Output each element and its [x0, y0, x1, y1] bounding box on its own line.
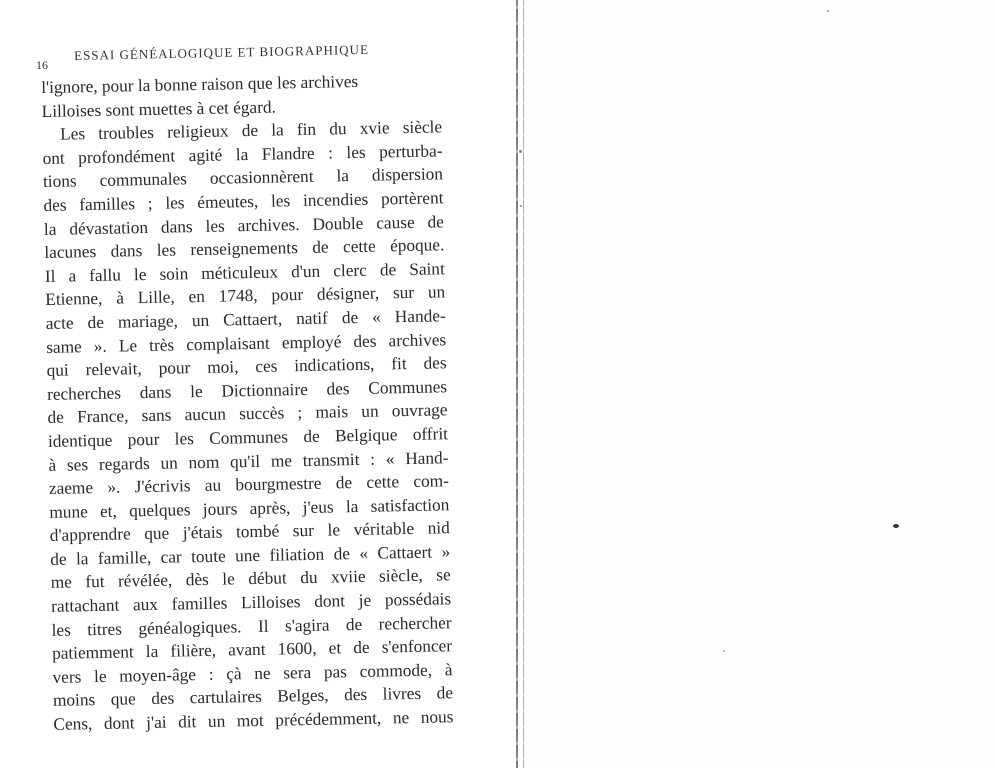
text-line: rattachant aux familles Lilloises dont je possédais	[51, 589, 452, 616]
text-line: lacunes dans les renseignements de cette époque.	[44, 235, 445, 263]
text-line: acte de mariage, un Cattaert, natif de « Hande-	[45, 306, 446, 333]
page-number: 16	[36, 58, 48, 72]
text-line: l'ignore, pour la bonne raison que les archives	[41, 71, 359, 97]
text-line: des familles ; les émeutes, les incendies portèrent	[43, 188, 444, 215]
text-line: recherches dans le Dictionnaire des Communes	[46, 376, 448, 404]
text-line: à ses regards un nom qu'il me transmit : « Hand-	[48, 447, 449, 475]
text-line: identique pour les Communes de Belgique offrit	[47, 424, 449, 451]
gutter-line	[516, 0, 518, 768]
text-line: patiemment la filière, avant 1600, et de s'enfoncer	[51, 636, 453, 664]
scan-speck	[520, 205, 522, 207]
text-line: la dévastation dans les archives. Double cause de	[43, 211, 445, 239]
text-line: Les troubles religieux de la fin du xvie siècle	[59, 117, 443, 144]
text-line: vers le moyen-âge : çà ne sera pas commode, à	[52, 660, 453, 687]
text-line: Il a fallu le soin méticuleux d'un clerc de Saint	[44, 259, 445, 286]
text-line: les titres généalogiques. Il s'agira de rechercher	[51, 612, 452, 640]
text-line: mune et, quelques jours après, j'eus la satisfaction	[49, 494, 450, 522]
running-head	[36, 41, 456, 72]
text-line: qui relevait, pour moi, ces indications, fit des	[46, 353, 447, 381]
scan-speck	[893, 524, 899, 528]
scan-speck	[827, 10, 829, 12]
body-text	[41, 68, 454, 736]
text-line: zaeme ». J'écrivis au bourgmestre de cette com-	[48, 471, 450, 499]
book-gutter	[512, 0, 528, 768]
right-page-blank	[527, 0, 995, 768]
running-head-title: ESSAI GÉNÉALOGIQUE ET BIOGRAPHIQUE	[74, 41, 370, 63]
text-line: de France, sans aucun succès ; mais un ouvrage	[47, 400, 448, 428]
scan-speck	[723, 650, 725, 652]
text-line: Etienne, à Lille, en 1748, pour désigner, sur un	[45, 282, 446, 310]
text-line: same ». Le très complaisant employé des archives	[46, 329, 447, 357]
gutter-line	[523, 0, 524, 768]
text-line: tions communales occasionnèrent la dispersion	[42, 164, 444, 192]
text-line: me fut révélée, dès le début du xviie siècle, se	[50, 565, 451, 593]
text-line: Lilloises sont muettes à cet égard.	[41, 97, 277, 121]
text-line: ont profondément agité la Flandre : les perturba-	[42, 141, 443, 168]
text-line: Cens, dont j'ai dit un mot précédemment, ne nous	[53, 707, 454, 734]
text-line: de la famille, car toute une filiation de « Cattaert »	[50, 542, 451, 569]
text-line: moins que des cartulaires Belges, des livres de	[52, 683, 454, 711]
scan-speck	[519, 150, 522, 153]
text-line: d'apprendre que j'étais tombé sur le véritable nid	[49, 518, 450, 546]
